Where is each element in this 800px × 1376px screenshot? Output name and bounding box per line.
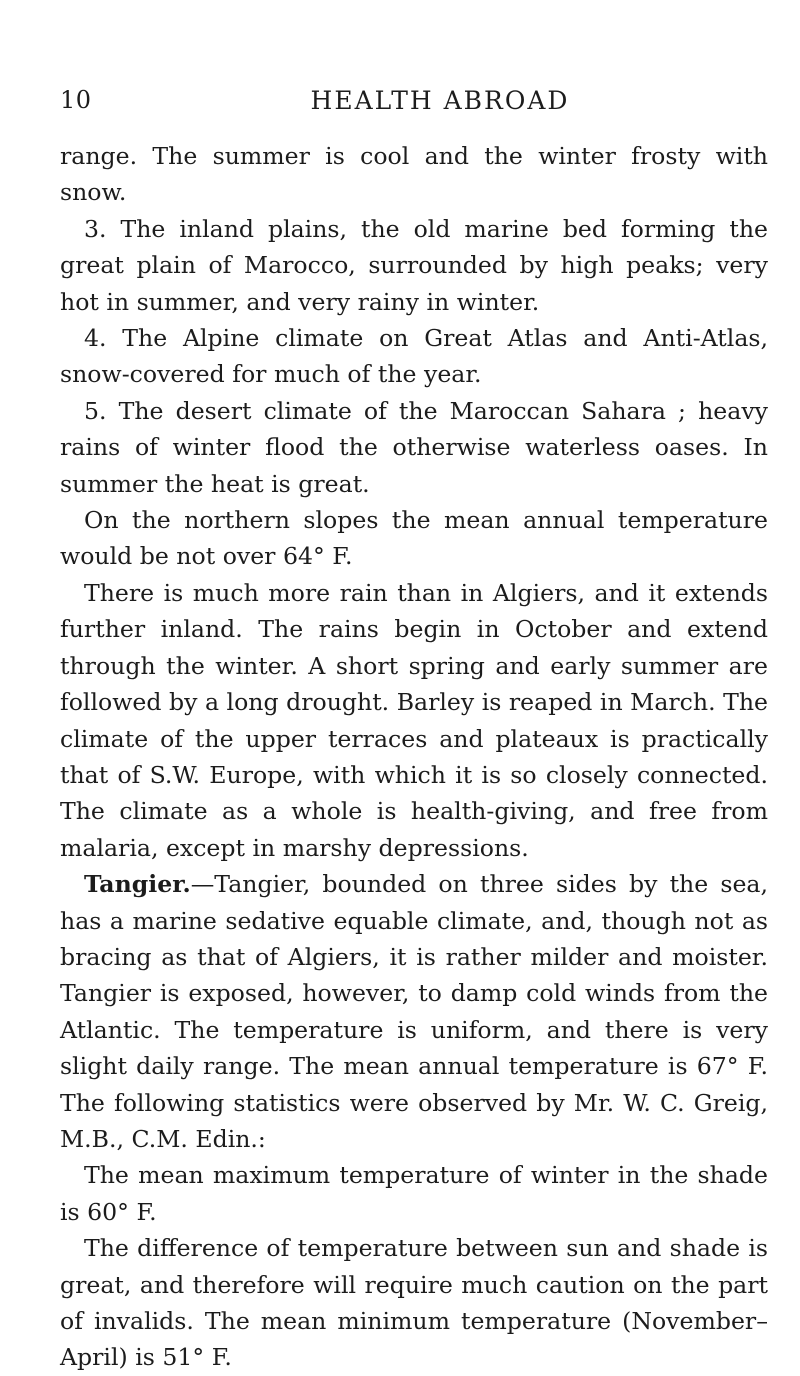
running-head-title: HEALTH ABROAD [310, 86, 570, 115]
running-head [60, 86, 760, 126]
body-text [60, 138, 768, 1376]
page-number: 10 [60, 86, 92, 114]
tangier-text: —Tangier, bounded on three sides by the sea, has a marine sedative equable climate, and, though not as bracing as that of Algiers, it is rather milder and moister. Tangier is exposed, however, to damp cold winds from the Atlantic. The temperature is uniform, and there is very slight daily range. The mean annual temperature is 67° F. The following statistics were observed by Mr. W. C. Greig, M.B., C.M. Edin.: [60, 870, 768, 1153]
tangier-heading: Tangier. [84, 870, 191, 899]
paragraph-tangier [60, 866, 768, 1157]
paragraph-inland-plains: 3. The inland plains, the old marine bed forming the great plain of Marocco, surrounded by high peaks; very hot in summer, and very rainy in winter. [60, 214, 768, 316]
paragraph-continuation: range. The summer is cool and the winter frosty with snow. [60, 142, 768, 207]
paragraph-alpine-climate: 4. The Alpine climate on Great Atlas and Anti-Atlas, snow-covered for much of the year. [60, 324, 768, 389]
paragraph-desert-climate: 5. The desert climate of the Maroccan Sahara ; heavy rains of winter flood the otherwise waterless oases. In summer the heat is great. [60, 396, 768, 498]
paragraph-northern-slopes: On the northern slopes the mean annual temperature would be not over 64° F. [60, 506, 768, 571]
paragraph-mean-maximum: The mean maximum temperature of winter in the shade is 60° F. [60, 1161, 768, 1226]
paragraph-sun-shade: The difference of temperature between sun and shade is great, and therefore will require much caution on the part of invalids. The mean minimum temperature (November–April) is 51° F. [60, 1234, 768, 1372]
paragraph-rainfall: There is much more rain than in Algiers, and it extends further inland. The rains begin in October and extend through the winter. A short spring and early summer are followed by a long drought. Barley is reaped in March. The climate of the upper terraces and plateaux is practically that of S.W. Europe, with which it is so closely connected. The climate as a whole is health-giving, and free from malaria, except in marshy depressions. [60, 578, 768, 862]
